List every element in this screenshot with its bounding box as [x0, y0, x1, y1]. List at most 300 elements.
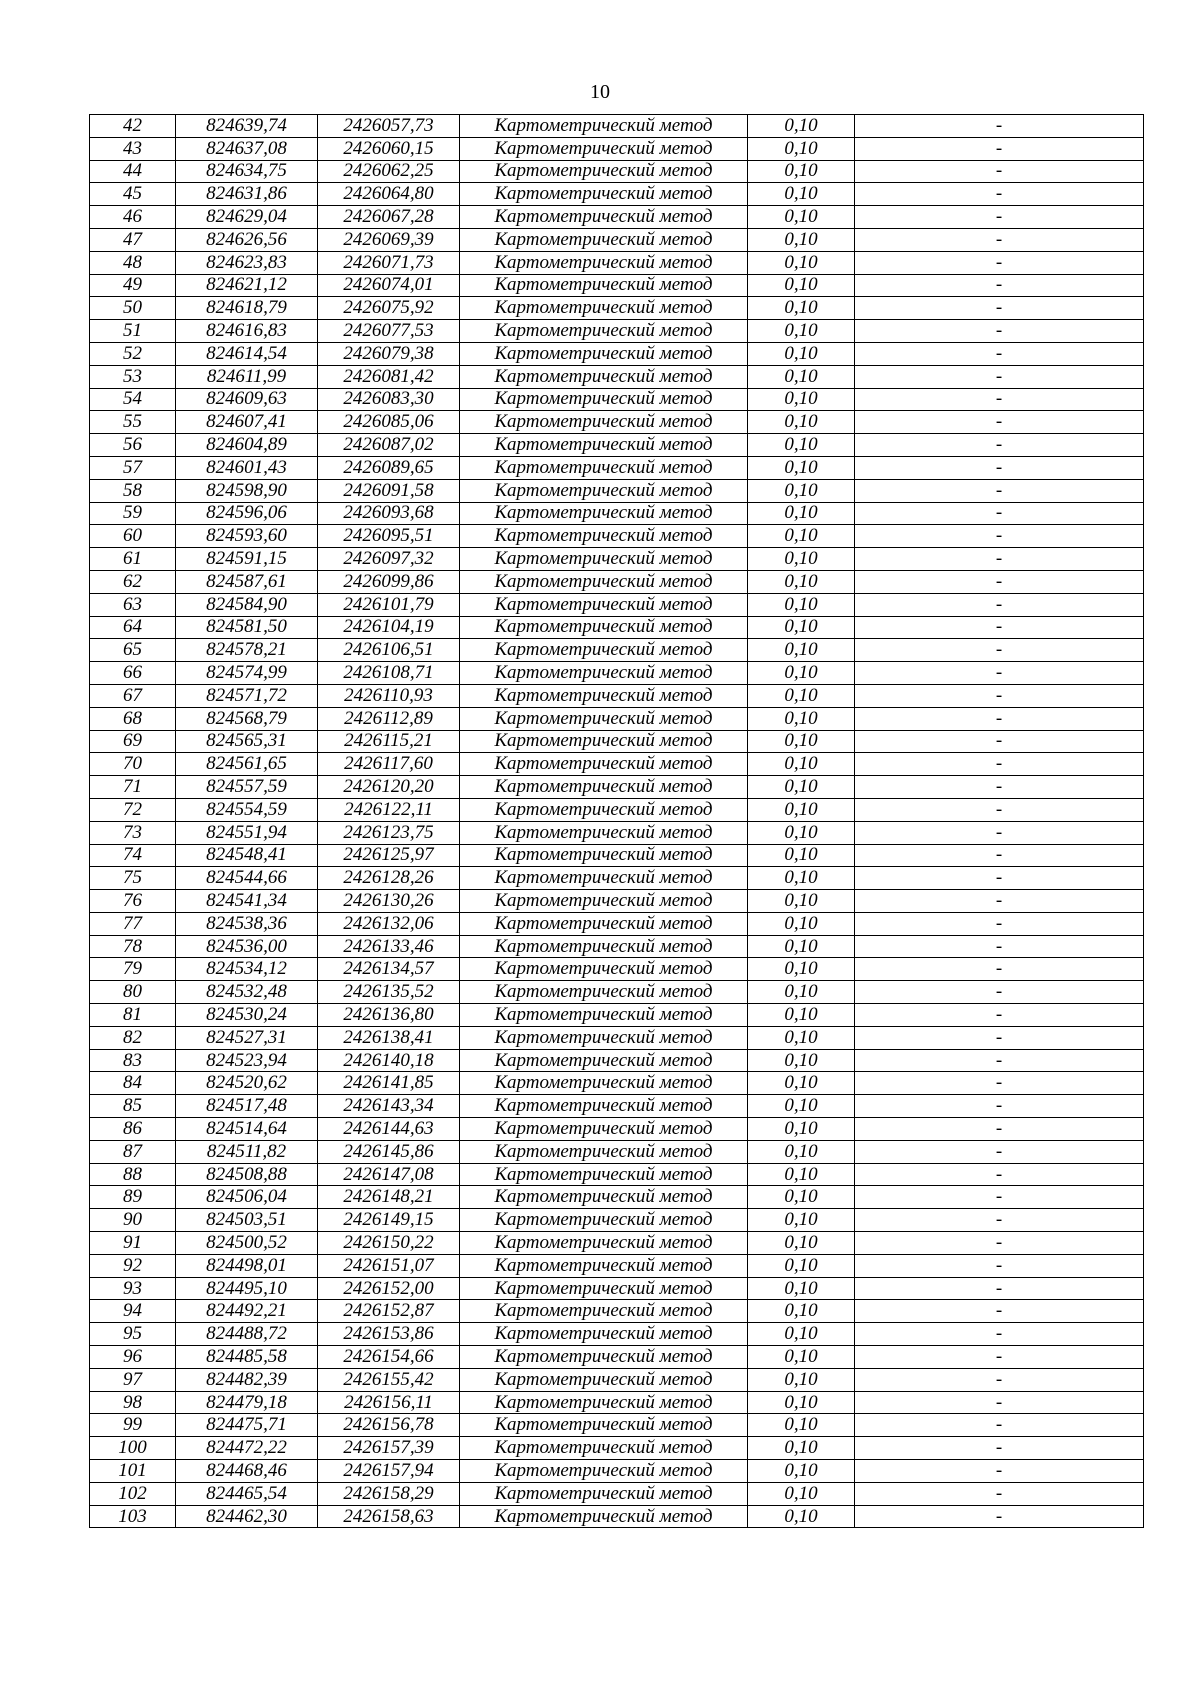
x-coordinate-cell: 824485,58 — [176, 1346, 318, 1369]
method-cell: Картометрический метод — [460, 570, 748, 593]
table-row — [90, 502, 1144, 525]
table-row — [90, 297, 1144, 320]
method-cell: Картометрический метод — [460, 707, 748, 730]
table-row — [90, 1300, 1144, 1323]
method-cell: Картометрический метод — [460, 1049, 748, 1072]
x-coordinate-cell: 824637,08 — [176, 137, 318, 160]
description-cell: - — [855, 365, 1144, 388]
table-row — [90, 1482, 1144, 1505]
x-coordinate-cell: 824523,94 — [176, 1049, 318, 1072]
x-coordinate-cell: 824536,00 — [176, 935, 318, 958]
table-row — [90, 1186, 1144, 1209]
point-number-cell: 101 — [90, 1460, 176, 1483]
point-number-cell: 88 — [90, 1163, 176, 1186]
point-number-cell: 84 — [90, 1072, 176, 1095]
accuracy-cell: 0,10 — [748, 912, 855, 935]
description-cell: - — [855, 320, 1144, 343]
accuracy-cell: 0,10 — [748, 160, 855, 183]
description-cell: - — [855, 821, 1144, 844]
y-coordinate-cell: 2426079,38 — [318, 342, 460, 365]
description-cell: - — [855, 183, 1144, 206]
description-cell: - — [855, 297, 1144, 320]
y-coordinate-cell: 2426122,11 — [318, 798, 460, 821]
point-number-cell: 89 — [90, 1186, 176, 1209]
x-coordinate-cell: 824538,36 — [176, 912, 318, 935]
description-cell: - — [855, 251, 1144, 274]
description-cell: - — [855, 1072, 1144, 1095]
method-cell: Картометрический метод — [460, 1072, 748, 1095]
y-coordinate-cell: 2426071,73 — [318, 251, 460, 274]
y-coordinate-cell: 2426153,86 — [318, 1323, 460, 1346]
y-coordinate-cell: 2426144,63 — [318, 1118, 460, 1141]
y-coordinate-cell: 2426087,02 — [318, 434, 460, 457]
x-coordinate-cell: 824517,48 — [176, 1095, 318, 1118]
method-cell: Картометрический метод — [460, 662, 748, 685]
description-cell: - — [855, 137, 1144, 160]
y-coordinate-cell: 2426123,75 — [318, 821, 460, 844]
y-coordinate-cell: 2426147,08 — [318, 1163, 460, 1186]
x-coordinate-cell: 824508,88 — [176, 1163, 318, 1186]
table-row — [90, 662, 1144, 685]
method-cell: Картометрический метод — [460, 183, 748, 206]
description-cell: - — [855, 958, 1144, 981]
x-coordinate-cell: 824591,15 — [176, 548, 318, 571]
method-cell: Картометрический метод — [460, 1140, 748, 1163]
x-coordinate-cell: 824472,22 — [176, 1437, 318, 1460]
description-cell: - — [855, 981, 1144, 1004]
accuracy-cell: 0,10 — [748, 115, 855, 138]
y-coordinate-cell: 2426141,85 — [318, 1072, 460, 1095]
table-row — [90, 525, 1144, 548]
method-cell: Картометрический метод — [460, 1095, 748, 1118]
accuracy-cell: 0,10 — [748, 593, 855, 616]
method-cell: Картометрический метод — [460, 867, 748, 890]
accuracy-cell: 0,10 — [748, 1140, 855, 1163]
description-cell: - — [855, 798, 1144, 821]
description-cell: - — [855, 844, 1144, 867]
method-cell: Картометрический метод — [460, 1209, 748, 1232]
method-cell: Картометрический метод — [460, 411, 748, 434]
x-coordinate-cell: 824561,65 — [176, 753, 318, 776]
accuracy-cell: 0,10 — [748, 1026, 855, 1049]
description-cell: - — [855, 525, 1144, 548]
point-number-cell: 44 — [90, 160, 176, 183]
description-cell: - — [855, 1368, 1144, 1391]
y-coordinate-cell: 2426108,71 — [318, 662, 460, 685]
method-cell: Картометрический метод — [460, 593, 748, 616]
x-coordinate-cell: 824527,31 — [176, 1026, 318, 1049]
point-number-cell: 56 — [90, 434, 176, 457]
point-number-cell: 68 — [90, 707, 176, 730]
accuracy-cell: 0,10 — [748, 570, 855, 593]
description-cell: - — [855, 1004, 1144, 1027]
accuracy-cell: 0,10 — [748, 1346, 855, 1369]
x-coordinate-cell: 824520,62 — [176, 1072, 318, 1095]
point-number-cell: 59 — [90, 502, 176, 525]
method-cell: Картометрический метод — [460, 639, 748, 662]
accuracy-cell: 0,10 — [748, 479, 855, 502]
x-coordinate-cell: 824511,82 — [176, 1140, 318, 1163]
page-number: 10 — [590, 81, 610, 103]
point-number-cell: 81 — [90, 1004, 176, 1027]
y-coordinate-cell: 2426110,93 — [318, 684, 460, 707]
description-cell: - — [855, 115, 1144, 138]
method-cell: Картометрический метод — [460, 525, 748, 548]
table-row — [90, 1414, 1144, 1437]
table-row — [90, 183, 1144, 206]
x-coordinate-cell: 824500,52 — [176, 1232, 318, 1255]
method-cell: Картометрический метод — [460, 753, 748, 776]
description-cell: - — [855, 753, 1144, 776]
table-row — [90, 137, 1144, 160]
point-number-cell: 69 — [90, 730, 176, 753]
table-row — [90, 776, 1144, 799]
y-coordinate-cell: 2426101,79 — [318, 593, 460, 616]
coordinates-table — [89, 114, 1144, 1528]
accuracy-cell: 0,10 — [748, 1300, 855, 1323]
accuracy-cell: 0,10 — [748, 776, 855, 799]
point-number-cell: 91 — [90, 1232, 176, 1255]
x-coordinate-cell: 824465,54 — [176, 1482, 318, 1505]
x-coordinate-cell: 824634,75 — [176, 160, 318, 183]
description-cell: - — [855, 274, 1144, 297]
point-number-cell: 71 — [90, 776, 176, 799]
accuracy-cell: 0,10 — [748, 958, 855, 981]
point-number-cell: 95 — [90, 1323, 176, 1346]
accuracy-cell: 0,10 — [748, 1391, 855, 1414]
method-cell: Картометрический метод — [460, 1437, 748, 1460]
method-cell: Картометрический метод — [460, 434, 748, 457]
accuracy-cell: 0,10 — [748, 548, 855, 571]
y-coordinate-cell: 2426156,11 — [318, 1391, 460, 1414]
description-cell: - — [855, 1163, 1144, 1186]
accuracy-cell: 0,10 — [748, 228, 855, 251]
method-cell: Картометрический метод — [460, 388, 748, 411]
method-cell: Картометрический метод — [460, 251, 748, 274]
method-cell: Картометрический метод — [460, 479, 748, 502]
accuracy-cell: 0,10 — [748, 1118, 855, 1141]
y-coordinate-cell: 2426083,30 — [318, 388, 460, 411]
x-coordinate-cell: 824598,90 — [176, 479, 318, 502]
point-number-cell: 75 — [90, 867, 176, 890]
accuracy-cell: 0,10 — [748, 1277, 855, 1300]
method-cell: Картометрический метод — [460, 981, 748, 1004]
x-coordinate-cell: 824541,34 — [176, 890, 318, 913]
x-coordinate-cell: 824530,24 — [176, 1004, 318, 1027]
method-cell: Картометрический метод — [460, 844, 748, 867]
point-number-cell: 78 — [90, 935, 176, 958]
x-coordinate-cell: 824639,74 — [176, 115, 318, 138]
point-number-cell: 87 — [90, 1140, 176, 1163]
accuracy-cell: 0,10 — [748, 274, 855, 297]
point-number-cell: 102 — [90, 1482, 176, 1505]
description-cell: - — [855, 434, 1144, 457]
x-coordinate-cell: 824475,71 — [176, 1414, 318, 1437]
description-cell: - — [855, 890, 1144, 913]
table-row — [90, 890, 1144, 913]
method-cell: Картометрический метод — [460, 456, 748, 479]
y-coordinate-cell: 2426117,60 — [318, 753, 460, 776]
description-cell: - — [855, 479, 1144, 502]
point-number-cell: 76 — [90, 890, 176, 913]
method-cell: Картометрический метод — [460, 1004, 748, 1027]
x-coordinate-cell: 824534,12 — [176, 958, 318, 981]
x-coordinate-cell: 824554,59 — [176, 798, 318, 821]
table-row — [90, 411, 1144, 434]
y-coordinate-cell: 2426077,53 — [318, 320, 460, 343]
y-coordinate-cell: 2426132,06 — [318, 912, 460, 935]
y-coordinate-cell: 2426093,68 — [318, 502, 460, 525]
point-number-cell: 51 — [90, 320, 176, 343]
description-cell: - — [855, 1482, 1144, 1505]
description-cell: - — [855, 1437, 1144, 1460]
y-coordinate-cell: 2426125,97 — [318, 844, 460, 867]
method-cell: Картометрический метод — [460, 1346, 748, 1369]
description-cell: - — [855, 616, 1144, 639]
table-row — [90, 844, 1144, 867]
x-coordinate-cell: 824506,04 — [176, 1186, 318, 1209]
y-coordinate-cell: 2426130,26 — [318, 890, 460, 913]
accuracy-cell: 0,10 — [748, 137, 855, 160]
method-cell: Картометрический метод — [460, 137, 748, 160]
point-number-cell: 82 — [90, 1026, 176, 1049]
accuracy-cell: 0,10 — [748, 890, 855, 913]
x-coordinate-cell: 824584,90 — [176, 593, 318, 616]
point-number-cell: 93 — [90, 1277, 176, 1300]
accuracy-cell: 0,10 — [748, 1004, 855, 1027]
accuracy-cell: 0,10 — [748, 662, 855, 685]
y-coordinate-cell: 2426062,25 — [318, 160, 460, 183]
point-number-cell: 90 — [90, 1209, 176, 1232]
point-number-cell: 92 — [90, 1254, 176, 1277]
accuracy-cell: 0,10 — [748, 1072, 855, 1095]
x-coordinate-cell: 824557,59 — [176, 776, 318, 799]
point-number-cell: 86 — [90, 1118, 176, 1141]
y-coordinate-cell: 2426133,46 — [318, 935, 460, 958]
description-cell: - — [855, 1186, 1144, 1209]
accuracy-cell: 0,10 — [748, 1414, 855, 1437]
table-row — [90, 365, 1144, 388]
point-number-cell: 47 — [90, 228, 176, 251]
y-coordinate-cell: 2426075,92 — [318, 297, 460, 320]
accuracy-cell: 0,10 — [748, 707, 855, 730]
x-coordinate-cell: 824495,10 — [176, 1277, 318, 1300]
table-row — [90, 912, 1144, 935]
x-coordinate-cell: 824618,79 — [176, 297, 318, 320]
method-cell: Картометрический метод — [460, 342, 748, 365]
method-cell: Картометрический метод — [460, 274, 748, 297]
point-number-cell: 85 — [90, 1095, 176, 1118]
table-row — [90, 228, 1144, 251]
description-cell: - — [855, 502, 1144, 525]
point-number-cell: 58 — [90, 479, 176, 502]
table-row — [90, 1346, 1144, 1369]
description-cell: - — [855, 160, 1144, 183]
x-coordinate-cell: 824578,21 — [176, 639, 318, 662]
x-coordinate-cell: 824468,46 — [176, 1460, 318, 1483]
description-cell: - — [855, 228, 1144, 251]
y-coordinate-cell: 2426156,78 — [318, 1414, 460, 1437]
table-row — [90, 821, 1144, 844]
description-cell: - — [855, 776, 1144, 799]
table-row — [90, 1277, 1144, 1300]
point-number-cell: 49 — [90, 274, 176, 297]
description-cell: - — [855, 388, 1144, 411]
accuracy-cell: 0,10 — [748, 434, 855, 457]
point-number-cell: 94 — [90, 1300, 176, 1323]
description-cell: - — [855, 456, 1144, 479]
method-cell: Картометрический метод — [460, 160, 748, 183]
method-cell: Картометрический метод — [460, 1368, 748, 1391]
y-coordinate-cell: 2426067,28 — [318, 206, 460, 229]
table-row — [90, 867, 1144, 890]
y-coordinate-cell: 2426106,51 — [318, 639, 460, 662]
table-row — [90, 251, 1144, 274]
x-coordinate-cell: 824488,72 — [176, 1323, 318, 1346]
table-row — [90, 1391, 1144, 1414]
point-number-cell: 50 — [90, 297, 176, 320]
description-cell: - — [855, 1026, 1144, 1049]
point-number-cell: 57 — [90, 456, 176, 479]
y-coordinate-cell: 2426104,19 — [318, 616, 460, 639]
table-row — [90, 1254, 1144, 1277]
method-cell: Картометрический метод — [460, 1118, 748, 1141]
point-number-cell: 98 — [90, 1391, 176, 1414]
accuracy-cell: 0,10 — [748, 1232, 855, 1255]
point-number-cell: 46 — [90, 206, 176, 229]
table-row — [90, 958, 1144, 981]
method-cell: Картометрический метод — [460, 684, 748, 707]
y-coordinate-cell: 2426099,86 — [318, 570, 460, 593]
y-coordinate-cell: 2426152,00 — [318, 1277, 460, 1300]
y-coordinate-cell: 2426134,57 — [318, 958, 460, 981]
y-coordinate-cell: 2426115,21 — [318, 730, 460, 753]
x-coordinate-cell: 824581,50 — [176, 616, 318, 639]
method-cell: Картометрический метод — [460, 1232, 748, 1255]
x-coordinate-cell: 824498,01 — [176, 1254, 318, 1277]
point-number-cell: 63 — [90, 593, 176, 616]
x-coordinate-cell: 824609,63 — [176, 388, 318, 411]
method-cell: Картометрический метод — [460, 1026, 748, 1049]
method-cell: Картометрический метод — [460, 1482, 748, 1505]
y-coordinate-cell: 2426136,80 — [318, 1004, 460, 1027]
x-coordinate-cell: 824462,30 — [176, 1505, 318, 1528]
accuracy-cell: 0,10 — [748, 1163, 855, 1186]
table-row — [90, 548, 1144, 571]
point-number-cell: 83 — [90, 1049, 176, 1072]
table-row — [90, 1163, 1144, 1186]
point-number-cell: 67 — [90, 684, 176, 707]
point-number-cell: 99 — [90, 1414, 176, 1437]
accuracy-cell: 0,10 — [748, 183, 855, 206]
x-coordinate-cell: 824616,83 — [176, 320, 318, 343]
y-coordinate-cell: 2426095,51 — [318, 525, 460, 548]
point-number-cell: 79 — [90, 958, 176, 981]
y-coordinate-cell: 2426120,20 — [318, 776, 460, 799]
description-cell: - — [855, 570, 1144, 593]
method-cell: Картометрический метод — [460, 890, 748, 913]
y-coordinate-cell: 2426091,58 — [318, 479, 460, 502]
accuracy-cell: 0,10 — [748, 342, 855, 365]
table-row — [90, 753, 1144, 776]
accuracy-cell: 0,10 — [748, 616, 855, 639]
y-coordinate-cell: 2426138,41 — [318, 1026, 460, 1049]
accuracy-cell: 0,10 — [748, 1209, 855, 1232]
table-row — [90, 798, 1144, 821]
method-cell: Картометрический метод — [460, 1414, 748, 1437]
y-coordinate-cell: 2426157,94 — [318, 1460, 460, 1483]
method-cell: Картометрический метод — [460, 958, 748, 981]
method-cell: Картометрический метод — [460, 1505, 748, 1528]
method-cell: Картометрический метод — [460, 798, 748, 821]
accuracy-cell: 0,10 — [748, 821, 855, 844]
point-number-cell: 42 — [90, 115, 176, 138]
point-number-cell: 73 — [90, 821, 176, 844]
accuracy-cell: 0,10 — [748, 1186, 855, 1209]
description-cell: - — [855, 1346, 1144, 1369]
accuracy-cell: 0,10 — [748, 1254, 855, 1277]
table-row — [90, 1072, 1144, 1095]
y-coordinate-cell: 2426097,32 — [318, 548, 460, 571]
table-row — [90, 707, 1144, 730]
table-row — [90, 1004, 1144, 1027]
accuracy-cell: 0,10 — [748, 684, 855, 707]
y-coordinate-cell: 2426135,52 — [318, 981, 460, 1004]
method-cell: Картометрический метод — [460, 912, 748, 935]
accuracy-cell: 0,10 — [748, 297, 855, 320]
x-coordinate-cell: 824571,72 — [176, 684, 318, 707]
method-cell: Картометрический метод — [460, 821, 748, 844]
description-cell: - — [855, 684, 1144, 707]
x-coordinate-cell: 824482,39 — [176, 1368, 318, 1391]
x-coordinate-cell: 824565,31 — [176, 730, 318, 753]
y-coordinate-cell: 2426154,66 — [318, 1346, 460, 1369]
y-coordinate-cell: 2426085,06 — [318, 411, 460, 434]
y-coordinate-cell: 2426158,29 — [318, 1482, 460, 1505]
table-row — [90, 1232, 1144, 1255]
table-row — [90, 730, 1144, 753]
accuracy-cell: 0,10 — [748, 1437, 855, 1460]
accuracy-cell: 0,10 — [748, 867, 855, 890]
accuracy-cell: 0,10 — [748, 206, 855, 229]
table-row — [90, 684, 1144, 707]
table-row — [90, 1095, 1144, 1118]
accuracy-cell: 0,10 — [748, 1460, 855, 1483]
point-number-cell: 53 — [90, 365, 176, 388]
x-coordinate-cell: 824532,48 — [176, 981, 318, 1004]
y-coordinate-cell: 2426057,73 — [318, 115, 460, 138]
description-cell: - — [855, 206, 1144, 229]
description-cell: - — [855, 1232, 1144, 1255]
point-number-cell: 43 — [90, 137, 176, 160]
description-cell: - — [855, 1140, 1144, 1163]
table-row — [90, 981, 1144, 1004]
x-coordinate-cell: 824611,99 — [176, 365, 318, 388]
coordinates-table-body — [90, 115, 1144, 1528]
method-cell: Картометрический метод — [460, 1163, 748, 1186]
point-number-cell: 66 — [90, 662, 176, 685]
table-row — [90, 639, 1144, 662]
description-cell: - — [855, 707, 1144, 730]
description-cell: - — [855, 639, 1144, 662]
point-number-cell: 72 — [90, 798, 176, 821]
description-cell: - — [855, 1254, 1144, 1277]
table-row — [90, 456, 1144, 479]
description-cell: - — [855, 1095, 1144, 1118]
table-row — [90, 1140, 1144, 1163]
point-number-cell: 103 — [90, 1505, 176, 1528]
table-row — [90, 160, 1144, 183]
